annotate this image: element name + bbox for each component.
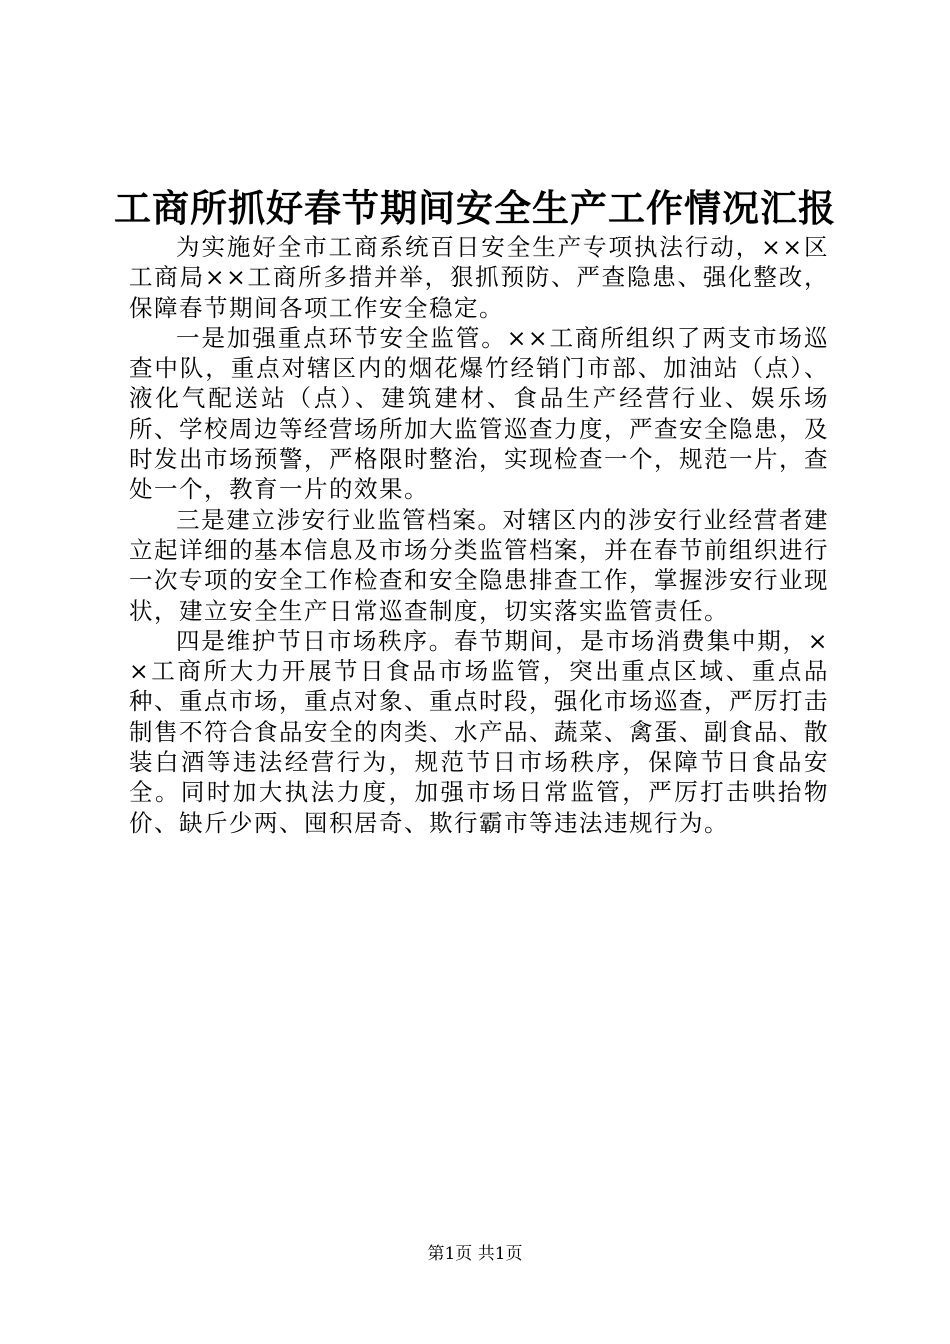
page-number-footer: 第1页 共1页	[427, 1244, 523, 1264]
document-body	[129, 232, 829, 838]
paragraph-intro: 为实施好全市工商系统百日安全生产专项执法行动，××区工商局××工商所多措并举，狠抓预防、严查隐患、强化整改，保障春节期间各项工作安全稳定。	[129, 233, 829, 322]
paragraph-safety-archives: 三是建立涉安行业监管档案。对辖区内的涉安行业经营者建立起详细的基本信息及市场分类监管档案，并在春节前组织进行一次专项的安全工作检查和安全隐患排查工作，掌握涉安行业现状，建立安全生产日常巡查制度，切实落实监管责任。	[129, 505, 829, 625]
document-title: 工商所抓好春节期间安全生产工作情况汇报	[114, 186, 836, 230]
paragraph-key-supervision: 一是加强重点环节安全监管。××工商所组织了两支市场巡查中队，重点对辖区内的烟花爆竹经销门市部、加油站（点）、液化气配送站（点）、建筑建材、食品生产经营行业、娱乐场所、学校周边等经营场所加大监管巡查力度，严查安全隐患，及时发出市场预警，严格限时整治，实现检查一个，规范一片，查处一个，教育一片的效果。	[129, 323, 829, 504]
paragraph-market-order: 四是维护节日市场秩序。春节期间，是市场消费集中期，××工商所大力开展节日食品市场监管，突出重点区域、重点品种、重点市场，重点对象、重点时段，强化市场巡查，严厉打击制售不符合食品安全的肉类、水产品、蔬菜、禽蛋、副食品、散装白酒等违法经营行为，规范节日市场秩序，保障节日食品安全。同时加大执法力度，加强市场日常监管，严厉打击哄抬物价、缺斤少两、囤积居奇、欺行霸市等违法违规行为。	[129, 626, 829, 837]
